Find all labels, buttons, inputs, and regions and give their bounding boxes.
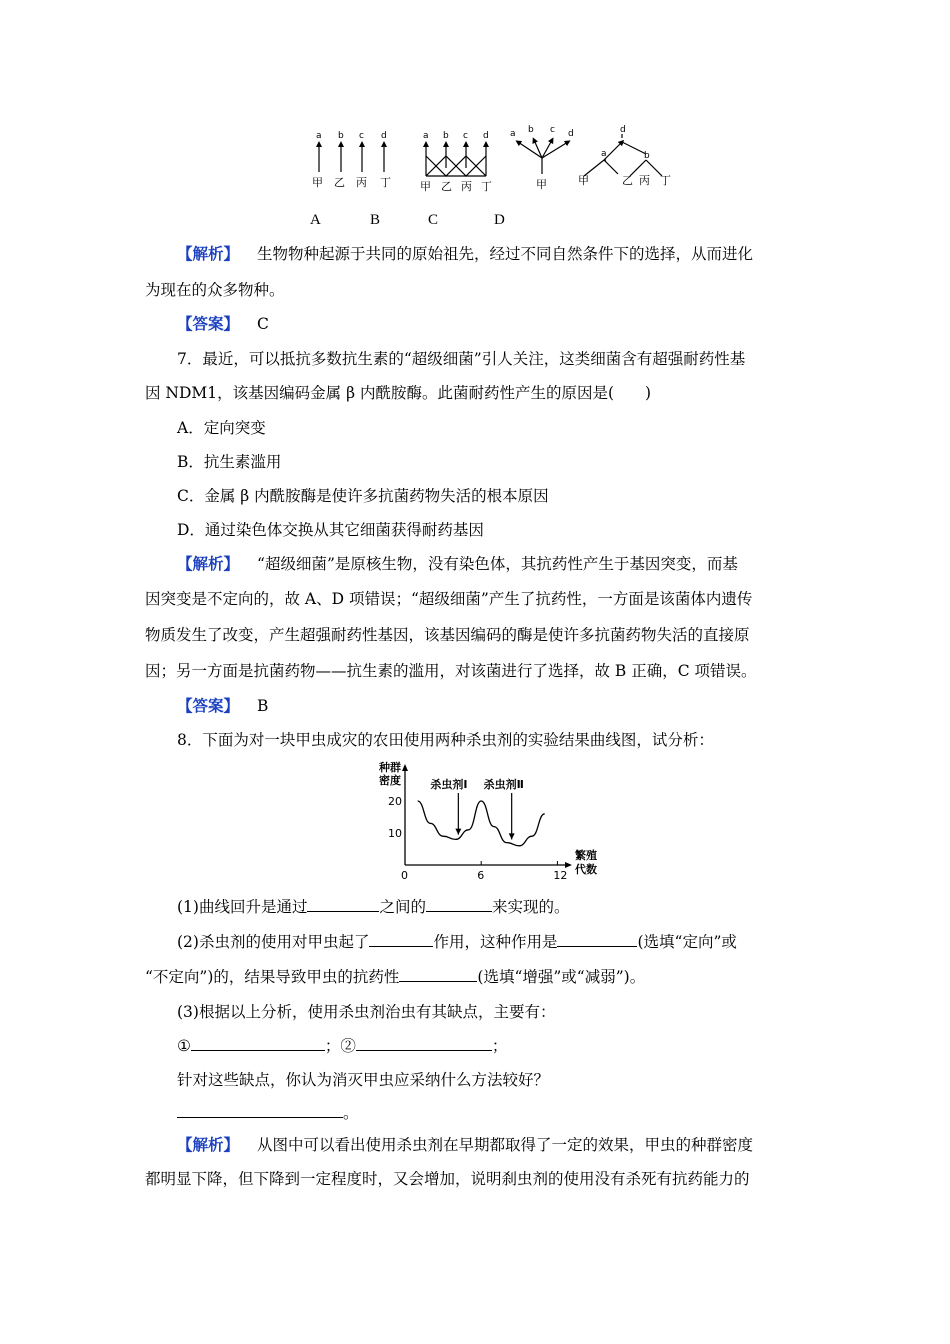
q6-answer: 【答案】 C: [177, 314, 269, 333]
fig-yi: 乙: [334, 176, 345, 189]
fig-b-letter: b: [338, 131, 344, 141]
option-label-a: A: [310, 212, 321, 228]
svg-text:丁: 丁: [660, 174, 671, 187]
option-label-d: D: [494, 212, 505, 228]
svg-text:d: d: [620, 125, 626, 135]
q7-analysis-line2: 因突变是不定向的，故 A、D 项错误；“超级细菌”产生了抗药性，一方面是该菌体内遗传: [145, 590, 753, 608]
option-d-diagram: [584, 134, 662, 176]
insecticide-label: 杀虫剂Ⅰ: [430, 778, 468, 791]
q8-followup: 针对这些缺点，你认为消灭甲虫应采纳什么方法较好？: [177, 1071, 550, 1089]
option-label-b: B: [370, 212, 381, 228]
q8-analysis-line1: 【解析】 从图中可以看出使用杀虫剂在早期都取得了一定的效果，甲虫的种群密度: [177, 1135, 754, 1154]
svg-text:丙: 丙: [461, 180, 472, 193]
insecticide-label: 杀虫剂Ⅱ: [483, 778, 524, 791]
fig-a-letter: a: [316, 131, 322, 141]
q7-stem-line1: 7．最近，可以抵抗多数抗生素的“超级细菌”引人关注，这类细菌含有超强耐药性基: [177, 350, 746, 368]
y-axis-label-part2: 密度: [379, 774, 401, 787]
q8-method-blank: 。: [177, 1102, 359, 1124]
q8-analysis-line2: 都明显下降，但下降到一定程度时，又会增加，说明刹虫剂的使用没有杀死有抗药能力的: [145, 1170, 750, 1188]
svg-text:b: b: [644, 151, 650, 161]
option-a-diagram: [319, 144, 384, 172]
q7-option-d: D．通过染色体交换从其它细菌获得耐药基因: [177, 521, 484, 539]
q8-sub2-line1: (2)杀虫剂的使用对甲虫起了 作用，这种作用是 (选填“定向”或: [177, 933, 737, 951]
svg-text:甲: 甲: [420, 180, 431, 193]
svg-text:a: a: [423, 131, 429, 141]
population-density-chart: [375, 755, 610, 885]
svg-text:乙: 乙: [622, 174, 633, 187]
svg-text:d: d: [483, 131, 489, 141]
fig-ding: 丁: [380, 176, 391, 189]
svg-text:甲: 甲: [536, 178, 547, 191]
svg-text:丁: 丁: [481, 180, 492, 193]
q7-option-c: C．金属 β 内酰胺酶是使许多抗菌药物失活的根本原因: [177, 487, 549, 505]
q8-sub2-line2: “不定向”)的，结果导致甲虫的抗药性 (选填“增强”或“减弱”)。: [145, 968, 646, 986]
density-curve: [418, 801, 545, 846]
y-axis-arrow: [402, 764, 408, 771]
svg-text:b: b: [443, 131, 449, 141]
q8-sub1: (1)曲线回升是通过 之间的 来实现的。: [177, 898, 570, 916]
svg-text:a: a: [601, 149, 607, 159]
insecticide-arrowhead: [509, 833, 515, 839]
analysis-tag: 【解析】: [177, 244, 240, 263]
q8-stem: 8．下面为对一块甲虫成灾的农田使用两种杀虫剂的实验结果曲线图，试分析：: [177, 731, 714, 749]
q7-answer: 【答案】 B: [177, 696, 269, 715]
x-tick-label: 12: [553, 869, 568, 882]
q6-analysis-line2: 为现在的众多物种。: [145, 281, 285, 299]
option-label-c: C: [428, 212, 439, 228]
answer-tag: 【答案】: [177, 314, 240, 333]
x-tick-label: 6: [477, 869, 485, 882]
x-axis-arrow: [565, 862, 572, 868]
svg-text:a: a: [510, 129, 516, 139]
y-axis-label-part1: 种群: [379, 761, 401, 774]
q8-sub3: (3)根据以上分析，使用杀虫剂治虫有其缺点，主要有：: [177, 1003, 556, 1021]
svg-text:b: b: [528, 125, 534, 135]
svg-text:乙: 乙: [441, 180, 452, 193]
x-tick-label: 0: [401, 869, 408, 882]
q7-analysis-line3: 物质发生了改变，产生超强耐药性基因，该基因编码的酶是使许多抗菌药物失活的直接原: [145, 626, 750, 644]
y-tick-label: 20: [388, 795, 402, 808]
svg-text:c: c: [463, 131, 468, 141]
svg-text:丙: 丙: [639, 174, 650, 187]
q7-option-b: B．抗生素滥用: [177, 453, 282, 471]
svg-text:c: c: [550, 125, 555, 135]
q6-analysis-line1: 【解析】 生物物种起源于共同的原始祖先，经过不同自然条件下的选择，从而进化: [177, 244, 754, 263]
svg-text:甲: 甲: [578, 174, 589, 187]
insecticide-arrowhead: [455, 829, 461, 835]
option-c-diagram: [518, 140, 568, 174]
fig-jia: 甲: [312, 176, 323, 189]
q8-blanks: ① ；② ；: [177, 1037, 508, 1055]
q7-analysis-line4: 因；另一方面是抗菌药物——抗生素的滥用，对该菌进行了选择，故 B 正确，C 项错误。: [145, 662, 757, 680]
x-axis-label-part2: 代数: [575, 863, 597, 876]
y-tick-label: 10: [388, 827, 402, 840]
fig-bing: 丙: [356, 176, 367, 189]
option-b-diagram: [426, 144, 486, 176]
fig-c-letter: c: [359, 131, 364, 141]
q7-stem-line2: 因 NDM1，该基因编码金属 β 内酰胺酶。此菌耐药性产生的原因是( ): [145, 384, 652, 402]
phylogeny-figure: [300, 120, 720, 200]
svg-text:d: d: [568, 129, 574, 139]
q7-analysis-line1: 【解析】 “超级细菌”是原核生物，没有染色体，其抗药性产生于基因突变，而基: [177, 554, 738, 573]
fig-d-letter: d: [381, 131, 387, 141]
q7-option-a: A．定向突变: [177, 419, 266, 437]
x-axis-label-part1: 繁殖: [575, 849, 597, 862]
